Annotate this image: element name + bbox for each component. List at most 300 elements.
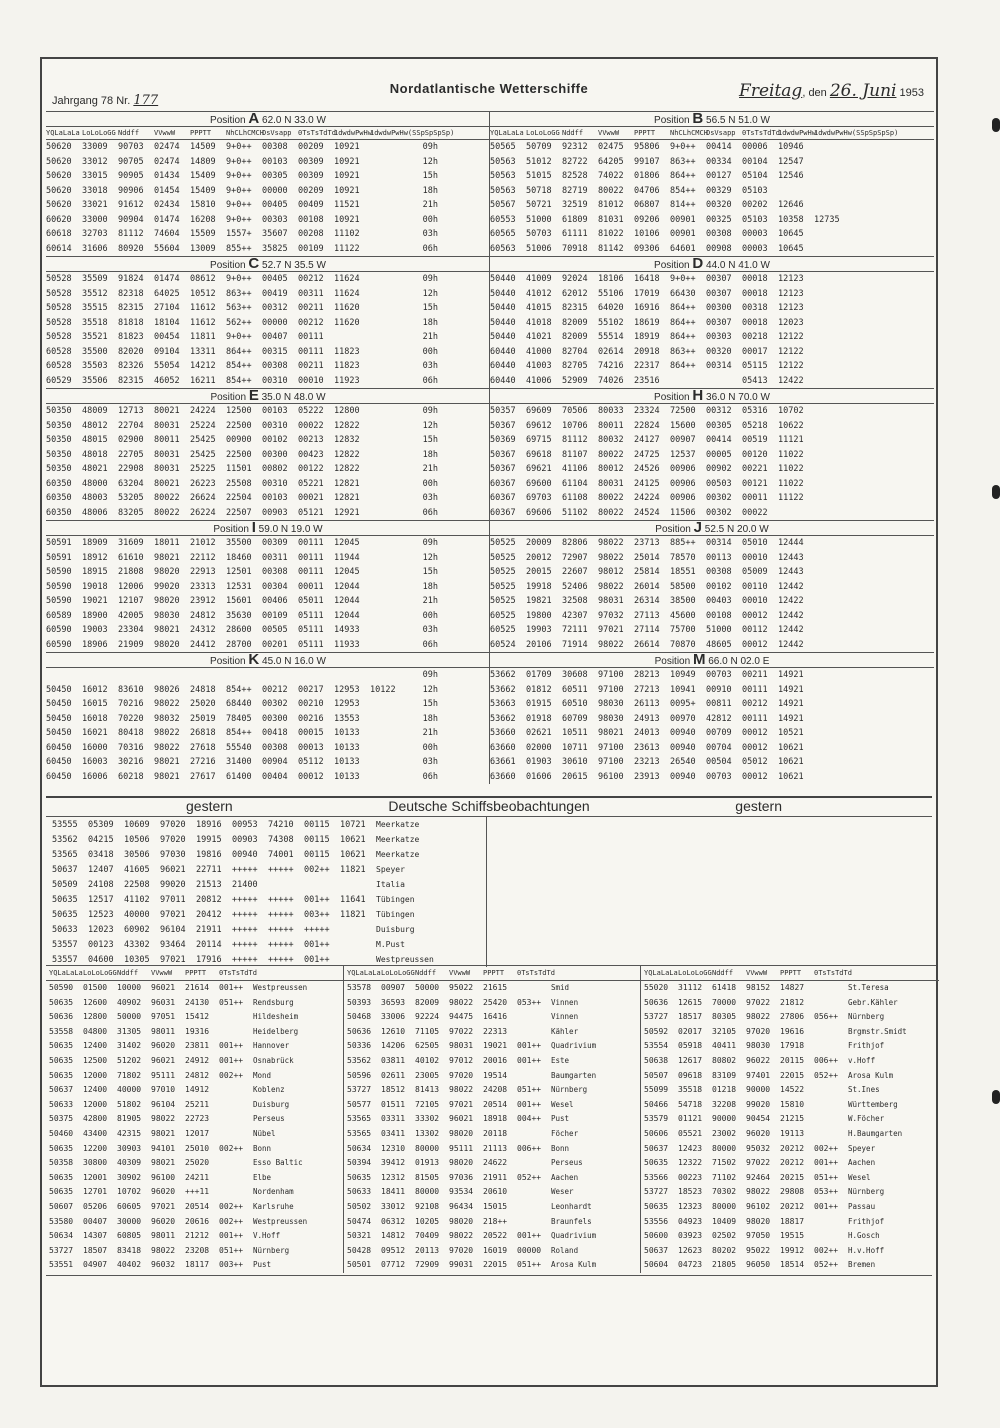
observation-row <box>490 726 934 741</box>
obs-cell: 10133 <box>334 742 360 753</box>
ship-row <box>46 907 486 922</box>
obs-cell: 60565 <box>490 229 516 239</box>
ship-cell: 80000 <box>415 1187 440 1197</box>
obs-cell: 10511 <box>562 728 588 738</box>
ship-cell: 98031 <box>449 1041 474 1051</box>
obs-cell: 00704 <box>706 742 732 753</box>
obs-cell: 18900 <box>82 610 108 621</box>
ship-cell: 12610 <box>381 1026 406 1036</box>
observation-row <box>490 623 934 638</box>
obs-cell: 00000 <box>262 185 288 196</box>
obs-cell: 60618 <box>46 229 72 239</box>
obs-cell: 01915 <box>526 699 552 709</box>
obs-cell: 26014 <box>634 581 660 592</box>
obs-cell: 18912 <box>82 552 108 563</box>
obs-cell: 13553 <box>334 713 360 724</box>
obs-cell: 14921 <box>778 670 804 680</box>
ship-cell: 97010 <box>151 1085 176 1095</box>
ship-cell: 32208 <box>712 1099 737 1109</box>
obs-cell: 05011 <box>298 596 324 606</box>
ship-cell: 19616 <box>780 1026 805 1036</box>
ship-cell: 19915 <box>196 835 222 845</box>
ships-table <box>46 965 936 1276</box>
ship-cell: 25211 <box>185 1099 210 1109</box>
ship-row <box>46 862 486 877</box>
ship-row <box>344 1244 642 1259</box>
ship-cell: 23005 <box>415 1070 440 1080</box>
column-header: DsVsapp <box>706 129 736 137</box>
obs-cell: 00312 <box>262 303 288 313</box>
ship-cell: 50635 <box>49 1055 74 1065</box>
obs-cell: 16003 <box>82 757 108 767</box>
ship-cell: 051++ <box>517 1260 542 1270</box>
ship-cell: 80202 <box>712 1245 737 1255</box>
observation-row <box>46 755 490 770</box>
obs-cell: 12442 <box>778 610 804 621</box>
ship-cell: 92108 <box>415 1201 440 1211</box>
obs-cell: 00112 <box>742 625 768 635</box>
position-header <box>490 388 934 404</box>
ship-cell: +++++ <box>232 925 258 935</box>
ship-column-header-row <box>46 966 344 981</box>
obs-cell: 60511 <box>562 684 588 695</box>
obs-cell: 00309 <box>298 171 324 181</box>
obs-cell: 11022 <box>778 464 804 474</box>
position-label: Position <box>654 392 693 403</box>
ship-cell: 001++ <box>517 1055 542 1065</box>
ship-cell: 96021 <box>151 983 176 992</box>
ship-cell: 00903 <box>232 835 258 845</box>
obs-time: 00h <box>422 478 438 489</box>
observation-row <box>490 668 934 683</box>
ship-cell: 98022 <box>449 1231 474 1241</box>
obs-cell: 23324 <box>634 406 660 416</box>
ship-cell: 96021 <box>151 1055 176 1065</box>
ship-cell: 00115 <box>304 850 330 860</box>
ship-cell: 00223 <box>678 1172 703 1182</box>
ship-row <box>46 1156 344 1171</box>
obs-cell: 22908 <box>118 464 144 474</box>
ship-cell: 16019 <box>483 1245 508 1255</box>
ship-cell: 60605 <box>117 1201 142 1211</box>
ship-row <box>344 996 642 1011</box>
obs-time: 21h <box>422 332 438 342</box>
position-coords: 45.0 N 16.0 W <box>259 656 326 667</box>
obs-cell: 64205 <box>598 156 624 167</box>
observation-row <box>490 419 934 434</box>
obs-cell: 20918 <box>634 346 660 357</box>
ship-row <box>344 1258 642 1273</box>
obs-cell: 00212 <box>298 274 324 284</box>
ship-cell: 98030 <box>746 1041 771 1051</box>
ship-cell: 51202 <box>117 1055 142 1065</box>
obs-cell: 10133 <box>334 728 360 738</box>
obs-cell: 00311 <box>262 552 288 563</box>
ship-cell: 50636 <box>644 997 669 1007</box>
position-letter: B <box>692 110 704 127</box>
ship-cell: 12523 <box>88 910 114 920</box>
ship-cell: 53557 <box>52 940 78 950</box>
obs-cell: 24818 <box>190 684 216 695</box>
obs-cell: 11620 <box>334 317 360 328</box>
obs-cell: 01903 <box>526 757 552 767</box>
ship-cell: 50393 <box>347 997 372 1007</box>
ship-name: Meerkatze <box>376 820 420 829</box>
gestern-right: gestern <box>735 798 782 814</box>
ship-cell: 00940 <box>232 850 258 860</box>
ship-cell: 96104 <box>160 925 186 935</box>
ship-cell: 23208 <box>185 1245 210 1255</box>
observation-row <box>490 609 934 624</box>
ship-cell: 12200 <box>83 1143 108 1153</box>
obs-cell: 00300 <box>262 713 288 724</box>
ship-name: Quadrivium <box>551 1041 597 1051</box>
obs-cell: 00908 <box>706 243 732 254</box>
obs-cell: 33009 <box>82 142 108 152</box>
position-header <box>46 388 490 404</box>
weekday: Freitag <box>739 81 803 101</box>
obs-cell: 11933 <box>334 639 360 650</box>
ship-name: Nordenham <box>253 1187 294 1197</box>
ship-cell: 96434 <box>449 1201 474 1211</box>
obs-cell: 50565 <box>490 142 516 152</box>
obs-cell: 21909 <box>118 639 144 650</box>
obs-cell: 12122 <box>778 332 804 342</box>
ship-cell: 21812 <box>780 997 805 1007</box>
ship-cell: 20215 <box>780 1172 805 1182</box>
ship-cell: 80802 <box>712 1055 737 1065</box>
obs-cell: 55514 <box>598 332 624 342</box>
ship-cell: 21614 <box>185 983 210 992</box>
obs-cell: 52909 <box>562 375 588 386</box>
obs-cell: 00414 <box>706 435 732 445</box>
ship-row <box>46 1200 344 1215</box>
position-header <box>490 520 934 536</box>
obs-cell: 18106 <box>598 274 624 284</box>
ship-cell: 10702 <box>117 1187 142 1197</box>
observation-row <box>46 345 490 360</box>
observation-row <box>490 404 934 419</box>
ship-column-header: VVwwW <box>151 969 173 977</box>
ship-cell: 22015 <box>780 1070 805 1080</box>
obs-cell: 11022 <box>778 478 804 489</box>
ship-name: Passau <box>848 1201 876 1211</box>
obs-cell: 60450 <box>46 742 72 753</box>
obs-cell: 28600 <box>226 625 252 635</box>
obs-cell: 80022 <box>154 493 180 503</box>
obs-cell: 80022 <box>598 449 624 460</box>
ship-cell: 21911 <box>483 1172 508 1182</box>
observation-row <box>46 536 490 551</box>
obs-cell: 20106 <box>526 639 552 650</box>
obs-cell: 51012 <box>526 156 552 167</box>
ship-cell: 30000 <box>117 1216 142 1226</box>
obs-cell: 98032 <box>154 713 180 724</box>
ship-cell: 20212 <box>780 1143 805 1153</box>
obs-cell: 05413 <box>742 375 768 386</box>
ship-cell: 24622 <box>483 1158 508 1168</box>
ship-cell: 70000 <box>712 997 737 1007</box>
obs-time: 21h <box>422 464 438 474</box>
ship-cell: 97050 <box>746 1231 771 1241</box>
obs-cell: 12422 <box>778 596 804 606</box>
observation-row <box>490 198 934 213</box>
obs-time: 00h <box>422 610 438 621</box>
obs-cell: 11612 <box>190 303 216 313</box>
obs-cell: 18906 <box>82 639 108 650</box>
obs-cell: 98021 <box>154 771 180 782</box>
ship-cell: 39412 <box>381 1158 406 1168</box>
obs-cell: 00127 <box>706 171 732 181</box>
ship-row <box>344 1171 642 1186</box>
obs-cell: 864++ <box>670 303 696 313</box>
positions-left <box>46 111 490 784</box>
ship-name: H.Baumgarten <box>848 1128 903 1138</box>
obs-cell: 69621 <box>526 464 552 474</box>
observation-row <box>46 155 490 170</box>
obs-cell: 61108 <box>562 493 588 503</box>
ship-cell: 50636 <box>49 1012 74 1022</box>
ship-cell: +++++ <box>268 925 294 935</box>
obs-cell: 00407 <box>262 332 288 342</box>
obs-cell: 12444 <box>778 538 804 548</box>
obs-cell: 32508 <box>562 596 588 606</box>
ship-cell: 50460 <box>49 1128 74 1138</box>
obs-cell: 01474 <box>154 214 180 225</box>
obs-cell: 01454 <box>154 185 180 196</box>
ship-cell: 60805 <box>117 1231 142 1241</box>
observation-row <box>46 433 490 448</box>
obs-cell: 16208 <box>190 214 216 225</box>
obs-cell: 11022 <box>778 449 804 460</box>
obs-cell: 00320 <box>706 346 732 357</box>
observation-row <box>46 770 490 785</box>
obs-cell: 863++ <box>670 156 696 167</box>
ship-cell: 15810 <box>780 1099 805 1109</box>
observation-row <box>490 169 934 184</box>
ship-row <box>46 1054 344 1069</box>
obs-cell: 48006 <box>82 507 108 518</box>
obs-cell: 00901 <box>670 214 696 225</box>
obs-cell: 12122 <box>778 346 804 357</box>
ship-cell: 31402 <box>117 1041 142 1051</box>
column-header: 1dwdwPwHw <box>778 129 816 137</box>
obs-cell: 00503 <box>706 478 732 489</box>
column-header: Nddff <box>562 129 584 137</box>
obs-cell: 11102 <box>334 229 360 239</box>
obs-cell: 97100 <box>598 757 624 767</box>
obs-cell: 00021 <box>298 493 324 503</box>
obs-cell: 51006 <box>526 243 552 254</box>
obs-time: 18h <box>422 185 438 196</box>
obs-cell: 12500 <box>226 406 252 416</box>
obs-cell: 12646 <box>778 200 804 210</box>
obs-cell: 81022 <box>598 229 624 239</box>
ship-cell: 218++ <box>483 1216 508 1226</box>
ship-cell: 24130 <box>185 997 210 1007</box>
obs-cell: 12443 <box>778 567 804 577</box>
observation-row <box>46 491 490 506</box>
ship-cell: 97022 <box>746 1158 771 1168</box>
obs-cell: 00414 <box>706 142 732 152</box>
obs-cell: 12006 <box>118 581 144 592</box>
ship-cell: 40411 <box>712 1041 737 1051</box>
obs-cell: 80031 <box>154 449 180 460</box>
obs-cell: 64601 <box>670 243 696 254</box>
obs-cell: 64020 <box>598 303 624 313</box>
obs-cell: 15409 <box>190 171 216 181</box>
ship-cell: 50466 <box>644 1099 669 1109</box>
jahrgang-label: Jahrgang 78 Nr. <box>52 95 131 107</box>
obs-cell: 01918 <box>526 713 552 724</box>
obs-cell: 01606 <box>526 771 552 782</box>
obs-cell: 05103 <box>742 214 768 225</box>
ship-cell: 19021 <box>483 1041 508 1051</box>
ships-top-block <box>46 817 487 967</box>
ship-name: Bonn <box>551 1143 570 1153</box>
obs-cell: 24524 <box>634 507 660 518</box>
ship-cell: 98020 <box>449 1158 474 1168</box>
obs-time: 09h <box>422 406 438 416</box>
position-letter: A <box>248 110 260 127</box>
obs-cell: 11823 <box>334 346 360 357</box>
obs-cell: 50620 <box>46 200 72 210</box>
ship-cell: 001++ <box>304 940 330 950</box>
obs-cell: 50440 <box>490 274 516 284</box>
ship-cell: 18512 <box>381 1085 406 1095</box>
obs-cell: 9+0++ <box>670 274 696 284</box>
obs-cell: 12821 <box>334 478 360 489</box>
obs-cell: 10921 <box>334 171 360 181</box>
ship-cell: 12017 <box>185 1128 210 1138</box>
ship-cell: 03311 <box>381 1114 406 1124</box>
ship-cell: 05309 <box>88 820 114 830</box>
obs-cell: 95806 <box>634 142 660 152</box>
obs-cell: 09206 <box>634 214 660 225</box>
ship-name: H.v.Hoff <box>848 1245 885 1255</box>
ship-column-header: VVwwW <box>449 969 471 977</box>
ship-column-header: LoLoLoGG <box>83 969 117 977</box>
obs-cell: 563++ <box>226 303 252 313</box>
ship-cell: 53562 <box>347 1055 372 1065</box>
ship-cell: 41605 <box>124 865 150 875</box>
obs-cell: 10133 <box>334 757 360 767</box>
ship-cell: 18916 <box>196 820 222 830</box>
position-label: Position <box>654 656 693 667</box>
obs-cell: 814++ <box>670 200 696 210</box>
obs-cell: 00213 <box>298 435 324 445</box>
ship-cell: 32105 <box>712 1026 737 1036</box>
obs-cell: 00000 <box>262 317 288 328</box>
ship-cell: 22015 <box>483 1260 508 1270</box>
obs-cell: 48012 <box>82 420 108 431</box>
obs-cell: 00504 <box>706 757 732 767</box>
obs-cell: 00505 <box>262 625 288 635</box>
ship-row <box>46 1215 344 1230</box>
ship-row <box>46 1171 344 1186</box>
obs-cell: 75700 <box>670 625 696 635</box>
ship-name: Pust <box>551 1114 570 1124</box>
obs-time: 09h <box>422 142 438 152</box>
obs-cell: 00201 <box>262 639 288 650</box>
ship-cell: 05206 <box>83 1201 108 1211</box>
obs-cell: 60350 <box>46 478 72 489</box>
obs-cell: 00010 <box>298 375 324 386</box>
obs-cell: 11944 <box>334 552 360 563</box>
obs-cell: 51102 <box>562 507 588 518</box>
ship-cell: 002++ <box>814 1245 839 1255</box>
obs-cell: 35503 <box>82 361 108 371</box>
obs-cell: 19800 <box>526 610 552 621</box>
obs-cell: 74022 <box>598 171 624 181</box>
obs-cell: 48605 <box>706 639 732 650</box>
obs-cell: 50721 <box>526 200 552 210</box>
ship-cell: 50635 <box>49 1187 74 1197</box>
obs-cell: 82009 <box>562 317 588 328</box>
obs-cell: 00018 <box>742 317 768 328</box>
obs-cell: 12713 <box>118 406 144 416</box>
obs-time: 03h <box>422 757 438 767</box>
obs-cell: 19903 <box>526 625 552 635</box>
position-coords: 52.5 N 20.0 W <box>702 524 769 535</box>
position-letter: K <box>248 651 260 668</box>
obs-cell: 9+0++ <box>226 142 252 152</box>
obs-cell: 05111 <box>298 610 324 621</box>
obs-cell: 02474 <box>154 156 180 167</box>
ship-name: Koblenz <box>253 1085 285 1095</box>
ship-cell: 35518 <box>678 1085 703 1095</box>
observation-row <box>46 594 490 609</box>
observation-row <box>490 140 934 155</box>
position-header <box>46 520 490 536</box>
obs-cell: 23912 <box>190 596 216 606</box>
obs-cell: 00121 <box>742 478 768 489</box>
obs-cell: 81012 <box>598 200 624 210</box>
ship-cell: 50375 <box>49 1114 74 1124</box>
obs-cell: 41015 <box>526 303 552 313</box>
ship-name: Frithjof <box>848 1041 885 1051</box>
obs-cell: 80021 <box>154 478 180 489</box>
obs-cell: 22704 <box>118 420 144 431</box>
obs-cell: 80012 <box>598 464 624 474</box>
ship-cell: 50635 <box>49 1172 74 1182</box>
ship-cell: 99020 <box>160 880 186 890</box>
obs-cell: 60440 <box>490 346 516 357</box>
obs-cell: 00703 <box>706 771 732 782</box>
obs-cell: 18011 <box>154 538 180 548</box>
observation-row <box>490 330 934 345</box>
ship-cell: 53565 <box>347 1128 372 1138</box>
ship-cell: 18507 <box>83 1245 108 1255</box>
ship-cell: 21215 <box>780 1114 805 1124</box>
ship-cell: 95022 <box>449 983 474 992</box>
ship-cell: 97020 <box>449 1245 474 1255</box>
obs-cell: 22500 <box>226 420 252 431</box>
obs-time: 12h <box>422 156 438 167</box>
obs-cell: 30610 <box>562 757 588 767</box>
ship-cell: 50394 <box>347 1158 372 1168</box>
obs-cell: 26624 <box>190 493 216 503</box>
position-header <box>490 652 934 668</box>
obs-cell: 90904 <box>118 214 144 225</box>
obs-cell: 19821 <box>526 596 552 606</box>
ship-cell: 00000 <box>517 1245 542 1255</box>
obs-cell: 74026 <box>598 375 624 386</box>
ship-name: Vinnen <box>551 1012 579 1022</box>
obs-cell: 00307 <box>706 317 732 328</box>
obs-cell: 9+0++ <box>226 171 252 181</box>
obs-cell: 28213 <box>634 670 660 680</box>
